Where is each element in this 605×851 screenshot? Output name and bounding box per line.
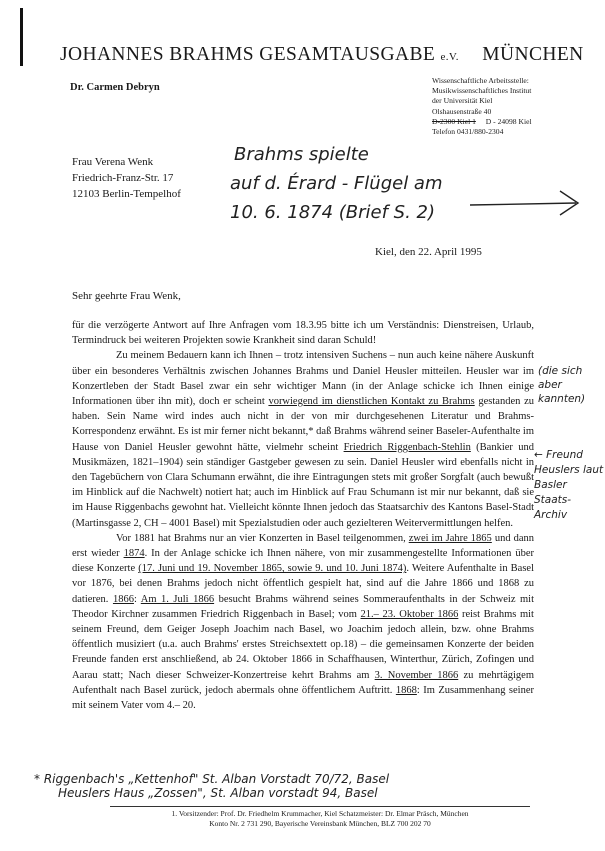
handwritten-note-top (230, 140, 442, 227)
text-run: gestanden zu haben. Sein Name wird indes auch nicht in der von mir durchgesehenen Literatur und Brahms-Korrespondenz erwähnt. Es ist mir ferner nicht bekannt,* daß Brahms während seiner Baseler-Aufenthalte im Hause von Daniel Heusler gewohnt hätte, vielmehr scheint (72, 396, 534, 453)
text-run: und dann erst wieder (72, 532, 534, 560)
underlined-text: 1868 (395, 684, 417, 696)
underlined-text: (17. Juni und 19. November 1865, sowie 9. und 10. Juni 1874) (138, 563, 407, 575)
recipient-city: 12103 Berlin-Tempelhof (72, 188, 181, 200)
paragraph-2 (72, 348, 534, 530)
text-run: . Weitere Aufenthalte in Basel vor 1876, bei denen Brahms jedoch nicht öffentlich gespielt hat, sind auf die Jahre 1866 und 1868 zu datieren. (72, 563, 534, 605)
letter-body (72, 318, 534, 713)
letterhead-ev: e.V. (440, 51, 459, 63)
paragraph-1: für die verzögerte Antwort auf Ihre Anfragen vom 18.3.95 bitte ich um Verständnis: Dienstreisen, Urlaub, Termindruck bei weiteren Projekten sowie Krankheit sind daran Schuld! (72, 320, 534, 347)
institute-line: Olshausenstraße 40 (432, 106, 492, 116)
text-run: : Im Zusammenhang seiner mit seinem Vater vom 4.– 20. (72, 684, 534, 712)
margin-note-right-2: ← Freund Heuslers laut Basler Staats-Archiv (534, 449, 604, 521)
institute-line: Wissenschaftliche Arbeitsstelle: (432, 76, 529, 85)
letterhead (60, 44, 584, 66)
underlined-text: vorwiegend im dienstlichen Kontakt zu Brahms (268, 396, 475, 408)
institute-line (432, 117, 602, 127)
sender-name: Dr. Carmen Debryn (70, 82, 160, 93)
text-run: (Bankier und Musikmäzen, 1821–1904) sein ständiger Gastgeber gewesen zu sein. Daniel Heusler wird ebenfalls nicht in den Tagebüchern von Clara Schumann erwähnt, die ihre Eintragungen stets mit großer Sorgfalt (auch bewußt im Hinblick auf die Nachwelt) notiert hat; auch im Hinblick auf Frau Schumann ist mir nur bekannt, daß sie im Hause Riggenbachs gewohnt hat. Vielleicht könnte Ihnen jedoch das Staatsarchiv des Kantons Basel-Stadt (Martinsgasse 2, CH – 4001 Basel) mit Spezialstudien oder auch gezielteren Weitervermittlungen helfen. (72, 441, 534, 529)
letter-date: Kiel, den 22. April 1995 (375, 246, 482, 258)
margin-note-right-1: (die sich aber kannten) (538, 365, 586, 405)
underlined-text: Am 1. Juli 1866 (140, 593, 215, 605)
underlined-text: 3. November 1866 (374, 669, 459, 681)
salutation: Sehr geehrte Frau Wenk, (72, 290, 181, 302)
recipient-address (72, 154, 181, 202)
paragraph-3 (72, 531, 534, 713)
footnote-line: Heuslers Haus „Zossen", St. Alban vorstadt 94, Basel (58, 786, 378, 800)
text-run: reist Brahms mit seinem Freund, dem Geiger Joseph Joachim nach Basel, wo Joachim jedoch allein, bzw. ohne Brahms öffentlich musiziert (u.a. auch Brahms' erstes Streichsextett op.18) – die gemeinsamen Konzerte der beiden Freunde fanden erst anschließend, ab 24. Oktober 1866 in Schaffhausen, Winterthur, Zürich, Zofingen und Aarau statt; Nach dieser Schweizer-Konzertreise kehrt Brahms am (72, 608, 534, 681)
underlined-text: 21.– 23. Oktober 1866 (360, 608, 459, 620)
underlined-text: 1866 (112, 593, 134, 605)
handwritten-line: Brahms spielte (234, 144, 369, 165)
footnote-line: * Riggenbach's „Kettenhof" St. Alban Vorstadt 70/72, Basel (34, 772, 390, 786)
letterhead-title: JOHANNES BRAHMS GESAMTAUSGABE (60, 44, 436, 65)
handwritten-arrow-icon (468, 185, 583, 221)
handwritten-footnote (34, 772, 594, 800)
text-run: Vor 1881 hat Brahms nur an vier Konzerten in Basel teilgenommen, (116, 532, 409, 544)
recipient-street: Friedrich-Franz-Str. 17 (72, 172, 174, 184)
institute-address (432, 76, 602, 137)
text-run: besucht Brahms während seines Sommeraufenthalts in der Schweiz mit Theodor Kirchner zusammen Friedrich Riggenbach in Basel; vom (72, 593, 535, 620)
underlined-text: 1874 (123, 548, 145, 560)
underlined-text: Friedrich Riggenbach-Stehlin (343, 441, 471, 453)
struck-postcode: D-2300 Kiel 1 (432, 116, 476, 126)
recipient-name: Frau Verena Wenk (72, 156, 154, 168)
footer-line: Konto Nr. 2 731 290, Bayerische Vereinsbank München, BLZ 700 202 70 (209, 819, 431, 828)
text-run: : (133, 593, 141, 605)
footer-line: 1. Vorsitzender: Prof. Dr. Friedhelm Krummacher, Kiel Schatzmeister: Dr. Elmar Präsch, München (171, 809, 469, 818)
new-postcode: D - 24098 Kiel (485, 116, 532, 126)
institute-line: Musikwissenschaftliches Institut (432, 86, 532, 96)
institute-line: der Universität Kiel (432, 96, 493, 106)
text-run: Zu meinem Bedauern kann ich Ihnen – trotz intensiven Suchens – nun auch keine nähere Auskunft über ein besonderes Verhältnis zwischen Johannes Brahms und Daniel Heusler mitteilen. Heusler war im Konzertleben der Stadt Basel zwar ein sehr wichtiger Mann (in der Anlage schicke ich Ihnen einige Informationen über ihn mit), doch er scheint (72, 350, 534, 408)
page-footer (110, 806, 530, 829)
handwritten-line: 10. 6. 1874 (Brief S. 2) (230, 202, 436, 223)
underlined-text: zwei im Jahre 1865 (408, 532, 492, 544)
text-run: zu mehrtägigem Aufenthalt nach Basel zurück, jedoch abermals ohne öffentlichem Auftritt. (72, 669, 534, 696)
margin-mark (20, 8, 23, 66)
letterhead-city: MÜNCHEN (482, 44, 584, 65)
text-run: . In der Anlage schicke ich Ihnen nähere, von mir zusammengestellte Informationen über diese Konzerte (72, 548, 535, 575)
institute-phone: Telefon 0431/880-2304 (432, 127, 504, 137)
handwritten-line: auf d. Érard - Flügel am (230, 173, 443, 194)
